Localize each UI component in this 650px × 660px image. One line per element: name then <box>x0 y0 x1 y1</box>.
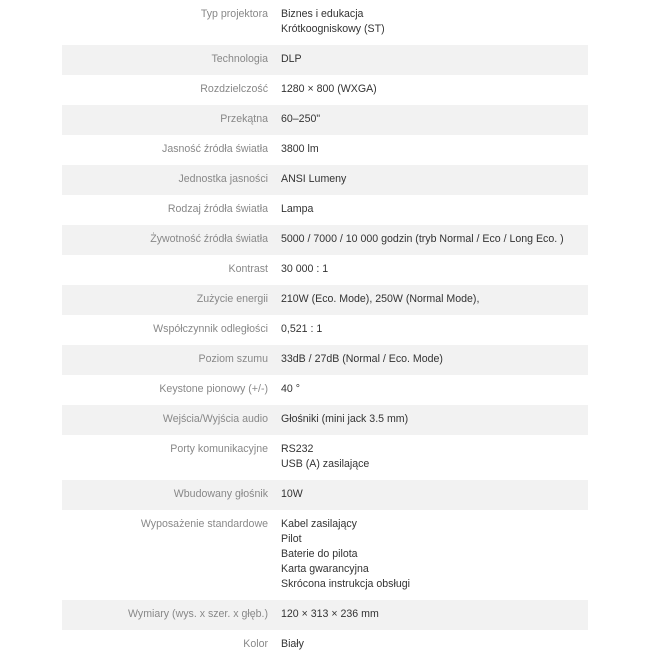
spec-value-line: 0,521 : 1 <box>281 323 323 335</box>
spec-label: Wbudowany głośnik <box>62 480 281 510</box>
spec-value-line: Pilot <box>281 533 302 545</box>
spec-value-line: Lampa <box>281 203 314 215</box>
spec-value-line: 3800 lm <box>281 143 319 155</box>
spec-row <box>62 255 588 285</box>
spec-value-line: Biały <box>281 638 304 650</box>
spec-value <box>281 135 588 165</box>
spec-label: Porty komunikacyjne <box>170 443 268 455</box>
spec-value-line: Głośniki (mini jack 3.5 mm) <box>281 413 409 425</box>
spec-value-line: ANSI Lumeny <box>281 173 347 185</box>
spec-value <box>281 405 588 435</box>
spec-value-line: USB (A) zasilające <box>281 458 370 470</box>
spec-label: Jednostka jasności <box>62 165 281 195</box>
spec-value <box>281 225 588 255</box>
spec-value <box>281 480 588 510</box>
spec-value-line: Krótkoogniskowy (ST) <box>281 23 385 35</box>
spec-label: Współczynnik odległości <box>153 323 268 335</box>
spec-label: Zużycie energii <box>62 285 281 315</box>
spec-row <box>62 0 588 45</box>
spec-row <box>62 480 588 510</box>
spec-row <box>62 510 588 600</box>
spec-value <box>281 315 588 345</box>
spec-value <box>281 165 588 195</box>
spec-row <box>62 105 588 135</box>
spec-value <box>281 75 588 105</box>
spec-value <box>281 345 588 375</box>
spec-label: Technologia <box>62 45 281 75</box>
spec-row <box>62 225 588 255</box>
spec-value <box>281 375 588 405</box>
spec-value-line: 1280 × 800 (WXGA) <box>281 83 377 95</box>
spec-label: Kontrast <box>228 263 268 275</box>
spec-value <box>281 255 588 285</box>
spec-label: Typ projektora <box>200 8 268 20</box>
spec-value-line: 40 ° <box>281 383 300 395</box>
spec-label: Jasność źródła światła <box>162 143 268 155</box>
spec-row <box>62 375 588 405</box>
spec-label: Rozdzielczość <box>200 83 268 95</box>
spec-value-line: Kabel zasilający <box>281 518 357 530</box>
spec-value-line: 210W (Eco. Mode), 250W (Normal Mode), <box>281 293 480 305</box>
spec-value-line: Karta gwarancyjna <box>281 563 369 575</box>
spec-value-line: 33dB / 27dB (Normal / Eco. Mode) <box>281 353 443 365</box>
spec-label: Poziom szumu <box>62 345 281 375</box>
spec-value-line: DLP <box>281 53 302 65</box>
spec-row <box>62 45 588 75</box>
spec-value <box>281 105 588 135</box>
spec-label: Żywotność źródła światła <box>62 225 281 255</box>
spec-row <box>62 435 588 480</box>
spec-label: Rodzaj źródła światła <box>167 203 268 215</box>
spec-row <box>62 285 588 315</box>
spec-value-line: RS232 <box>281 443 314 455</box>
spec-row <box>62 630 588 660</box>
spec-label: Kolor <box>243 638 268 650</box>
spec-value <box>281 510 588 600</box>
spec-value <box>281 600 588 630</box>
specification-table-body <box>62 0 588 660</box>
spec-row <box>62 405 588 435</box>
spec-row <box>62 165 588 195</box>
spec-row <box>62 345 588 375</box>
spec-value-line: 30 000 : 1 <box>281 263 329 275</box>
spec-value <box>281 195 588 225</box>
spec-value-line: Biznes i edukacja <box>281 8 364 20</box>
spec-row <box>62 600 588 630</box>
spec-value-line: 60–250" <box>281 113 321 125</box>
spec-label: Keystone pionowy (+/-) <box>159 383 268 395</box>
spec-value-line: 120 × 313 × 236 mm <box>281 608 379 620</box>
spec-value-line: Skrócona instrukcja obsługi <box>281 578 410 590</box>
spec-label: Wejścia/Wyjścia audio <box>62 405 281 435</box>
specification-table <box>62 0 588 660</box>
spec-value-line: 5000 / 7000 / 10 000 godzin (tryb Normal / Eco / Long Eco. ) <box>281 233 564 245</box>
spec-value <box>281 0 588 45</box>
spec-row <box>62 315 588 345</box>
spec-label: Przekątna <box>62 105 281 135</box>
spec-row <box>62 75 588 105</box>
spec-row <box>62 195 588 225</box>
spec-value <box>281 285 588 315</box>
spec-row <box>62 135 588 165</box>
spec-value <box>281 435 588 480</box>
spec-value <box>281 45 588 75</box>
spec-label: Wymiary (wys. x szer. x głęb.) <box>62 600 281 630</box>
spec-value-line: 10W <box>281 488 303 500</box>
spec-value <box>281 630 588 660</box>
spec-label: Wyposażenie standardowe <box>140 518 268 530</box>
spec-value-line: Baterie do pilota <box>281 548 358 560</box>
